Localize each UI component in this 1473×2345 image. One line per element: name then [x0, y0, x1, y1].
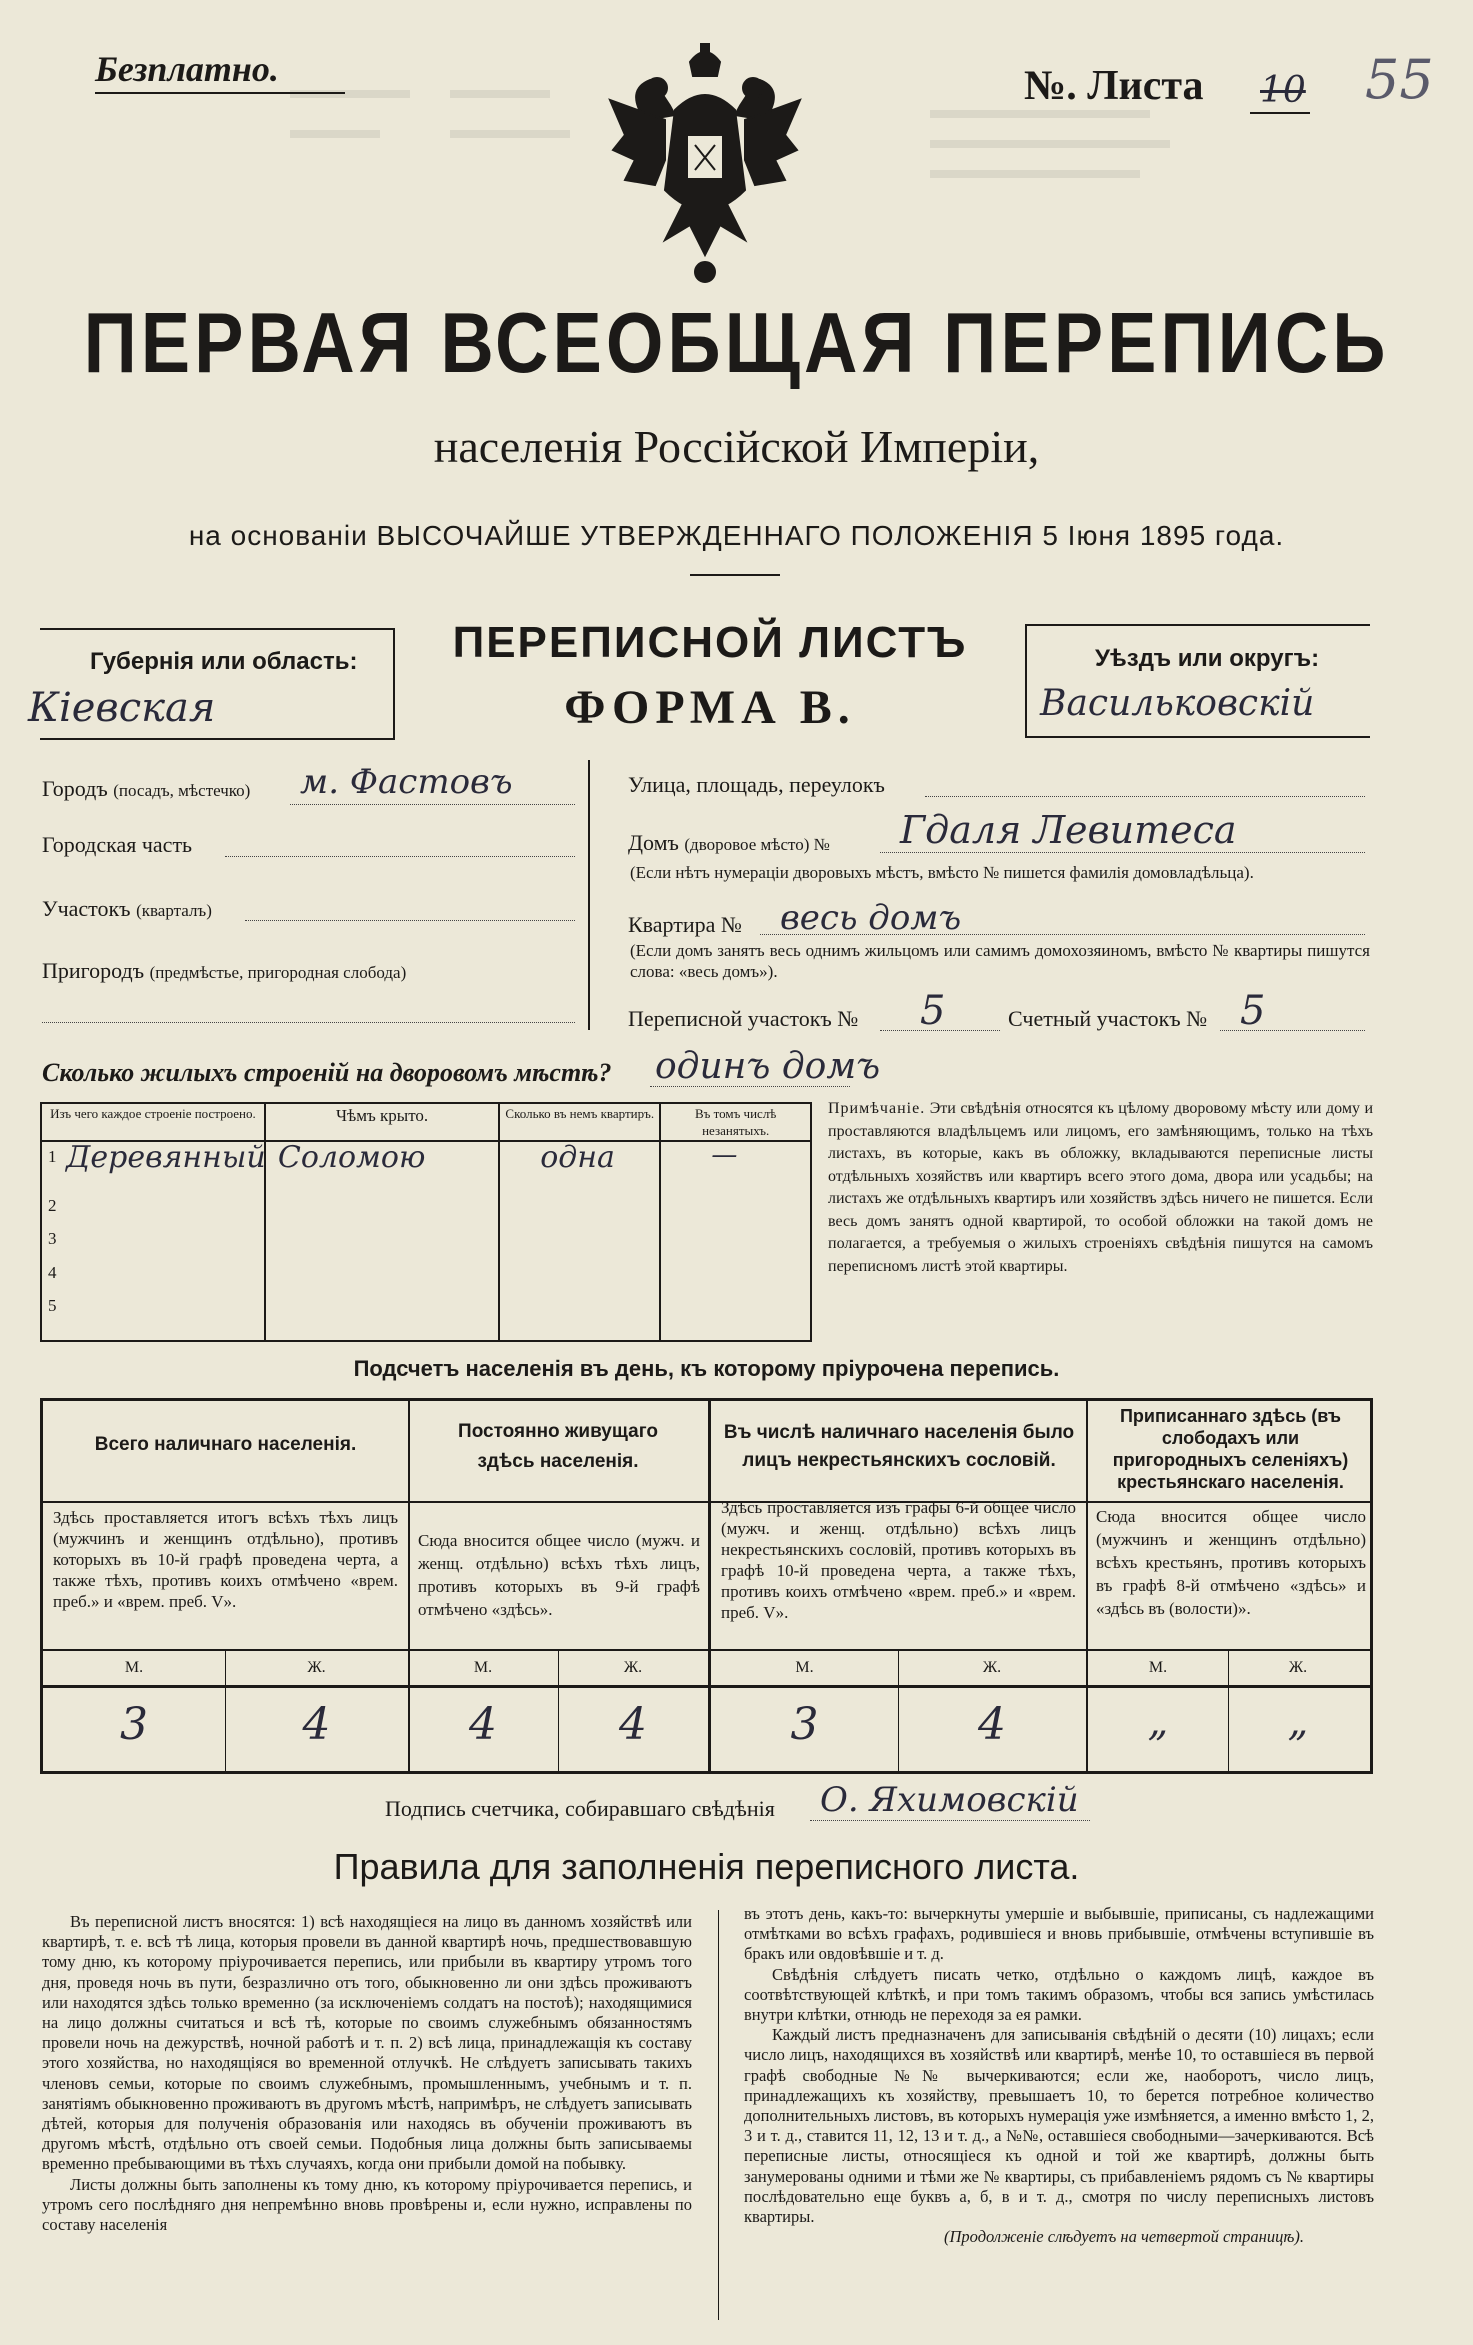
count-area-value: 5	[1240, 988, 1266, 1034]
buildings-table	[40, 1102, 812, 1342]
right-box-left	[1025, 624, 1027, 738]
rules-column-divider	[718, 1910, 719, 2320]
suburb-line	[42, 1022, 575, 1023]
precinct-row	[42, 896, 212, 922]
address-divider	[588, 760, 590, 1030]
subtitle: населенія Россійской Имперіи,	[433, 421, 1040, 472]
sheet-no-label: №. Листа	[1024, 63, 1204, 109]
house-value: Гдаля Левитеса	[900, 808, 1237, 852]
rules-right-p1: въ этотъ день, какъ-то: вычеркнуты умершіе и выбывшіе, приписаны, съ надлежащими отмѣтками во всѣхъ графахъ, родившіеся и вновь прибывшіе, отмѣчены вступившіе въ бракъ или овдовѣвшіе и т. д.	[744, 1904, 1374, 1964]
row-number: 4	[48, 1262, 57, 1282]
corner-number: 55	[1365, 48, 1434, 111]
house-label: Домъ	[628, 830, 679, 855]
pop-col2-m: 4	[469, 1699, 497, 1750]
left-box-right	[393, 628, 395, 740]
row-number: 5	[48, 1295, 57, 1315]
pop-col4-m-label: М.	[1148, 1659, 1168, 1676]
pop-col1-m-label: М.	[124, 1659, 144, 1676]
precinct-line	[245, 920, 575, 921]
title-divider	[690, 574, 780, 576]
sheet-no-underline	[1250, 112, 1310, 114]
pop-col3-desc: Здѣсь проставляется изъ графы 6-й общее число (мужч. и женщ. отдѣльно) всѣхъ лицъ некрестьянскихъ сословій, противъ которыхъ въ графѣ 10-й проведена черта, а также тѣхъ, противъ коихъ отмѣчено «врем. преб.» и «врем. преб. V».	[721, 1498, 1076, 1622]
population-title: Подсчетъ населенія въ день, къ которому пріурочена перепись.	[353, 1356, 1060, 1381]
house-row	[628, 830, 830, 856]
count-area-line	[1220, 1030, 1365, 1031]
signature-value: О. Яхимовскій	[820, 1780, 1079, 1820]
pop-col3-f-label: Ж.	[982, 1659, 1002, 1676]
uezd-label: Уѣздъ или округъ:	[1095, 645, 1320, 672]
pop-col3-f: 4	[978, 1699, 1006, 1750]
house-hint: (Если нѣтъ нумераціи дворовыхъ мѣстъ, вмѣсто № пишется фамилія домовладѣльца).	[630, 863, 1254, 882]
row-number: 1	[48, 1147, 57, 1166]
pop-col1-head: Всего наличнаго населенія.	[94, 1434, 357, 1455]
census-area-line	[880, 1030, 1000, 1031]
street-line	[925, 796, 1365, 797]
street-label: Улица, площадь, переулокъ	[628, 772, 885, 797]
row-flats: одна	[540, 1140, 615, 1175]
pop-col1-desc: Здѣсь проставляется итогъ всѣхъ тѣхъ лицъ (мужчинъ и женщинъ отдѣльно), противъ которыхъ въ 10-й графѣ проведена черта, а также тѣхъ, противъ коихъ отмѣчено «врем. преб.» и «врем. преб. V».	[53, 1508, 398, 1611]
city-label: Городъ	[42, 776, 108, 801]
rules-left-column	[42, 1912, 692, 2235]
house-line	[880, 852, 1365, 853]
pop-desc-line	[43, 1649, 1370, 1651]
city-row	[42, 776, 250, 802]
pop-col2-f: 4	[619, 1699, 647, 1750]
buildings-answer-line	[650, 1086, 850, 1087]
flat-value: весь домъ	[780, 898, 962, 938]
pop-col4-desc: Сюда вносится общее число (мужчинъ и женщинъ отдѣльно) всѣхъ крестьянъ, противъ которыхъ въ графѣ 8-й отмѣчено «здѣсь» и «здѣсь въ (волости)».	[1096, 1507, 1366, 1618]
uezd-value: Васильковскій	[1040, 683, 1315, 724]
pop-col1-f-label: Ж.	[307, 1659, 326, 1676]
precinct-label: Участокъ	[42, 896, 131, 921]
rules-right-column	[744, 1904, 1374, 2247]
city-value: м. Фастовъ	[300, 762, 513, 802]
row-roof: Соломою	[277, 1140, 426, 1175]
sheet-title: ПЕРЕПИСНОЙ ЛИСТЪ	[452, 618, 968, 667]
flat-label: Квартира №	[628, 912, 742, 937]
table-row	[41, 1191, 811, 1224]
population-table	[40, 1398, 1373, 1774]
buildings-answer: одинъ домъ	[655, 1046, 881, 1087]
basis-line: на основаніи ВЫСОЧАЙШЕ УТВЕРЖДЕННАГО ПОЛОЖЕНІЯ 5 Іюня 1895 года.	[188, 520, 1285, 551]
free-label: Безплатно.	[95, 49, 279, 89]
table-row	[41, 1291, 811, 1341]
table-row	[41, 1258, 811, 1291]
buildings-question: Сколько жилыхъ строеній на дворовомъ мѣстѣ?	[42, 1058, 612, 1087]
signature-line	[810, 1820, 1090, 1821]
rules-continuation: (Продолженіе слѣдуетъ на четвертой страницѣ).	[944, 2227, 1304, 2247]
pop-col3-m: 3	[790, 1699, 819, 1750]
pop-col4-f-label: Ж.	[1288, 1659, 1308, 1676]
house-note: (дворовое мѣсто) №	[684, 835, 830, 854]
district-line	[225, 856, 575, 857]
main-title: ПЕРВАЯ ВСЕОБЩАЯ ПЕРЕПИСЬ	[83, 294, 1390, 391]
row-number: 3	[48, 1229, 57, 1249]
rules-title: Правила для заполненія переписного листа.	[333, 1846, 1080, 1887]
gubernia-label: Губернія или область:	[90, 648, 358, 675]
census-area-value: 5	[920, 988, 946, 1034]
buildings-note	[828, 1098, 1373, 1278]
census-area-label: Переписной участокъ №	[628, 1006, 859, 1031]
form-name: ФОРМА В.	[564, 681, 856, 734]
table-row	[41, 1224, 811, 1257]
pop-col2-head: Постоянно живущаго здѣсь населенія.	[458, 1421, 658, 1472]
bleed-through-shadow	[290, 80, 1190, 280]
suburb-label: Пригородъ	[42, 958, 145, 983]
row-vacant: —	[711, 1140, 738, 1170]
pop-col1-f: 4	[302, 1699, 331, 1750]
rules-right-p2: Свѣдѣнія слѣдуетъ писать четко, отдѣльно о каждомъ лицѣ, каждое въ соотвѣтствующей клѣткѣ, и при томъ такимъ образомъ, чтобы вся запись умѣстилась внутри клѣтки, отнюдь не переходя за ея рамки.	[744, 1964, 1374, 2025]
city-line	[290, 804, 575, 805]
row-material: Деревянный	[66, 1140, 266, 1175]
count-area-label: Счетный участокъ №	[1008, 1006, 1208, 1031]
note-text: Эти свѣдѣнія относятся къ цѣлому дворовому мѣсту или дому и проставляются владѣльцемъ или лицомъ, его замѣняющимъ, только на тѣхъ листахъ, въ которые, какъ въ обложку, вкладываются переписные листы отдѣльныхъ хозяйствъ или квартиръ всего этого дома, двора или усадьбы; на листахъ же отдѣльныхъ квартиръ или хозяйствъ здѣсь ничего не пишется. Если весь домъ занятъ одной квартирой, то особой обложки на такой домъ не полагается, а требуемыя о жилыхъ строеніяхъ свѣдѣнія пишутся на самомъ переписномъ листѣ этой квартиры.	[828, 1100, 1374, 1275]
pop-mf-line	[43, 1685, 1370, 1688]
rules-right-p3: Каждый листъ предназначенъ для записыванія свѣдѣній о десяти (10) лицахъ; если число лицъ, находящихся въ хозяйствѣ или квартирѣ, менѣе 10, то оставшіеся въ первой графѣ свободные №№ вычеркиваются; если же, наоборотъ, число лицъ, принадлежащихъ къ хозяйству, превышаетъ 10, то берется потребное количество дополнительныхъ листовъ, въ которыхъ нумерація уже измѣняется, а именно вмѣсто 1, 2, 3 и т. д., ставится 11, 12, 13 и т. д., а №№, оставшіеся свободными—зачеркиваются. Всѣ переписные листы, относящіеся къ одной и той же квартирѣ, должны быть занумерованы одними и тѣми же № квартиры, съ прибавленіемъ рядомъ съ № квартиры послѣдовательно еще буквъ а, б, в и т. д., смотря по числу переписныхъ листовъ квартиры.	[744, 2025, 1374, 2227]
signature-label: Подпись счетчика, собиравшаго свѣдѣнія	[385, 1796, 775, 1821]
pop-col3-head: Въ числѣ наличнаго населенія было лицъ некрестьянскихъ сословій.	[723, 1422, 1075, 1471]
pop-col4-f: „	[1287, 1699, 1309, 1745]
note-title: Примѣчаніе.	[828, 1100, 926, 1117]
precinct-note: (кварталъ)	[136, 901, 212, 920]
table-row	[41, 1141, 811, 1191]
buildings-col-flats: Сколько въ немъ квартиръ.	[499, 1103, 660, 1141]
pop-col3-m-label: М.	[795, 1659, 814, 1676]
buildings-header-row	[41, 1103, 811, 1141]
flat-line	[760, 934, 1365, 935]
right-box-bottom	[1025, 736, 1370, 738]
flat-hint: (Если домъ занятъ весь однимъ жильцомъ или самимъ домохозяиномъ, вмѣсто № квартиры пишутся слова: «весь домъ»).	[630, 941, 1370, 981]
pop-col2-m-label: М.	[473, 1659, 493, 1676]
buildings-col-vacant: Въ томъ числѣ незанятыхъ.	[660, 1103, 811, 1141]
pop-col4-m: „	[1147, 1699, 1169, 1745]
suburb-row	[42, 958, 406, 984]
sheet-no-value: 10	[1260, 70, 1306, 111]
city-note: (посадъ, мѣстечко)	[113, 781, 251, 800]
left-box-bottom	[40, 738, 395, 740]
pop-col4-head: Приписаннаго здѣсь (въ слободахъ или пригородныхъ селеніяхъ) крестьянскаго населенія.	[1112, 1406, 1349, 1492]
left-box-top	[40, 628, 395, 630]
suburb-note: (предмѣстье, пригородная слобода)	[149, 963, 407, 982]
pop-col2-desc: Сюда вносится общее число (мужч. и женщ. отдѣльно) всѣхъ тѣхъ лицъ, противъ которыхъ въ 9-й графѣ отмѣчено «здѣсь».	[418, 1531, 700, 1619]
rules-left-p1: Въ переписной листъ вносятся: 1) всѣ находящіеся на лицо въ данномъ хозяйствѣ или квартирѣ, т. е. всѣ тѣ лица, которыя провели въ данной квартирѣ ночь, предшествовавшую тому дню, къ которому пріурочивается перепись, или прибыли въ квартиру утромъ того дня, проведя ночь въ пути, безразлично отъ того, обыкновенно ли они здѣсь проживаютъ или находятся здѣсь только временно (за исключеніемъ солдатъ на постоѣ); находящимися на лицо должны считаться и всѣ тѣ, которые по своимъ служебнымъ обязанностямъ провели ночь на дежурствѣ, ночной работѣ и т. п. 2) всѣ лица, принадлежащія къ составу этого хозяйства, но находящіяся во временной отлучкѣ. Не слѣдуетъ записывать такихъ членовъ семьи, которые по своимъ служебнымъ, промышленнымъ, учебнымъ и т. п. занятіямъ обыкновенно проживаютъ въ другомъ мѣстѣ, напримѣръ, не слѣдуетъ записывать дѣтей, которыя для полученія образованія или находясь въ обученіи проживаютъ въ другомъ мѣстѣ, отдѣльно отъ своей семьи. Подобныя лица должны быть записываемы временно пребывающими въ тѣхъ случаяхъ, когда они прибыли домой на побывку.	[42, 1912, 692, 2174]
district-label: Городская часть	[42, 832, 193, 857]
pop-head-line	[43, 1501, 1370, 1503]
right-box-top	[1025, 624, 1370, 626]
rules-left-p2: Листы должны быть заполнены къ тому дню, къ которому пріурочивается перепись, и утромъ сего послѣдняго дня непремѣнно вновь провѣрены и, если нужно, исправлены по составу населенія	[42, 2174, 692, 2235]
row-number: 2	[48, 1196, 57, 1215]
pop-col1-m: 3	[120, 1699, 148, 1750]
gubernia-value: Кіевская	[28, 685, 216, 731]
pop-col2-f-label: Ж.	[623, 1659, 643, 1676]
buildings-col-roof: Чѣмъ крыто.	[265, 1103, 499, 1141]
buildings-col-material: Изъ чего каждое строеніе построено.	[41, 1103, 265, 1141]
